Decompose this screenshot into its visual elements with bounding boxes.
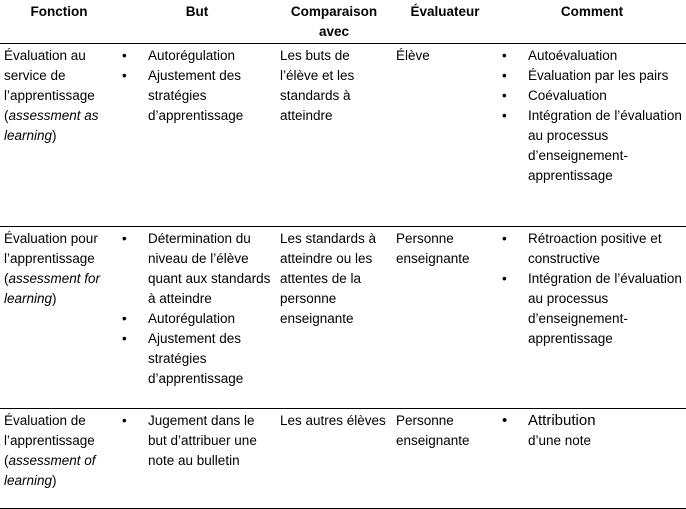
cell-but — [118, 44, 276, 227]
table-row — [0, 44, 686, 227]
list-item: • Évaluation par les pairs — [502, 66, 682, 86]
header-but: But — [185, 4, 209, 19]
cell-comparaison: Les standards à atteindre ou les attentes de la personne enseignante — [280, 231, 377, 326]
list-item: • Intégration de l’évaluation au processus d’enseignement-apprentissage — [502, 106, 682, 186]
list-item: • Détermination du niveau de l’élève quant aux standards à atteindre — [122, 229, 272, 309]
fonction-english: assessment for learning — [4, 271, 101, 306]
cell-but — [118, 409, 276, 509]
list-item: • Rétroaction positive et constructive — [502, 229, 682, 269]
list-item: • Intégration de l’évaluation au processus d’enseignement-apprentissage — [502, 269, 682, 349]
cell-fonction: Évaluation de l’apprentissage (assessment of learning) — [4, 413, 96, 488]
list-item: • Jugement dans le but d’attribuer une note au bulletin — [122, 411, 272, 471]
header-row — [0, 0, 686, 44]
fonction-english: assessment of learning — [4, 453, 96, 488]
table-row — [0, 409, 686, 509]
list-item — [502, 411, 682, 451]
cell-comment — [498, 227, 686, 409]
list-item: • Autorégulation — [122, 46, 272, 66]
cell-fonction: Évaluation pour l’apprentissage (assessment for learning) — [4, 231, 101, 306]
cell-comment — [498, 44, 686, 227]
fonction-label: Évaluation de l’apprentissage — [4, 413, 95, 448]
cell-comparaison: Les buts de l’élève et les standards à atteindre — [280, 48, 355, 123]
comment-line: d’une note — [528, 433, 592, 448]
fonction-english: assessment as learning — [4, 108, 99, 143]
header-comment: Comment — [560, 4, 624, 19]
cell-comment — [498, 409, 686, 509]
cell-evaluateur: Élève — [396, 48, 430, 63]
cell-but — [118, 227, 276, 409]
list-item: • Ajustement des stratégies d’apprentissage — [122, 66, 272, 126]
cell-evaluateur: Personne enseignante — [396, 231, 470, 266]
header-fonction: Fonction — [30, 4, 88, 19]
table-row — [0, 227, 686, 409]
cell-comparaison: Les autres élèves — [280, 413, 386, 428]
fonction-label: Évaluation au service de l’apprentissage — [4, 48, 95, 103]
list-item: • Coévaluation — [502, 86, 682, 106]
header-evaluateur: Évaluateur — [410, 4, 480, 19]
list-item: • Ajustement des stratégies d’apprentissage — [122, 329, 272, 389]
comment-line: Attribution — [528, 412, 596, 429]
list-item: • Autorégulation — [122, 309, 272, 329]
list-item: • Autoévaluation — [502, 46, 682, 66]
cell-fonction: Évaluation au service de l’apprentissage (assessment as learning) — [4, 48, 99, 143]
cell-evaluateur: Personne enseignante — [396, 413, 470, 448]
header-comparaison: Comparaison avec — [290, 4, 378, 39]
fonction-label: Évaluation pour l’apprentissage — [4, 231, 98, 266]
